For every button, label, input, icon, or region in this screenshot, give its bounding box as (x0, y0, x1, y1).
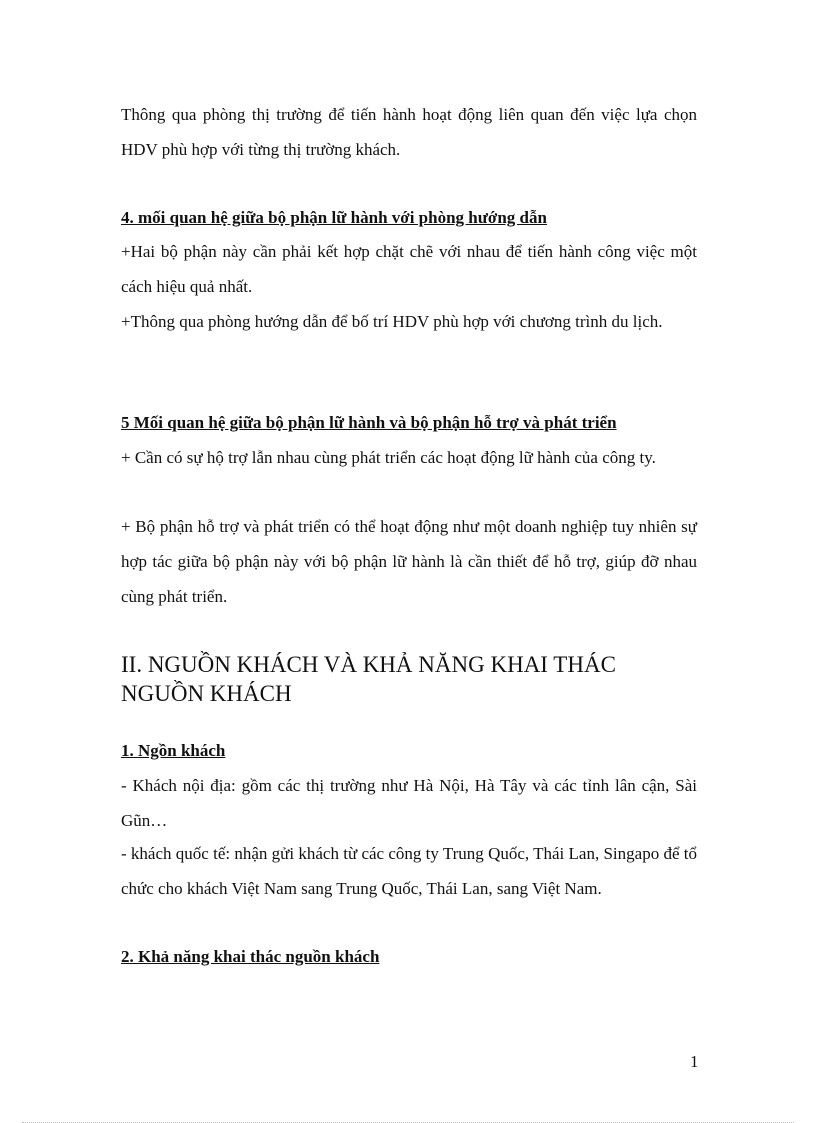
chapter-2-title-line-2: NGUỒN KHÁCH (121, 681, 292, 706)
section-5-paragraph-2: + Bộ phận hỗ trợ và phát triển có thể hoạt động như một doanh nghiệp tuy nhiên sự hợp tác giữa bộ phận này với bộ phận lữ hành là cần thiết để hỗ trợ, giúp đỡ nhau cùng phát triển. (121, 517, 697, 606)
section-4-heading: 4. mối quan hệ giữa bộ phận lữ hành với phòng hướng dẫn (121, 208, 547, 227)
chapter-2-title-line-1: II. NGUỒN KHÁCH VÀ KHẢ NĂNG KHAI THÁC (121, 652, 616, 677)
subsection-1-heading: 1. Ngồn khách (121, 741, 226, 760)
section-5-paragraph-1: + Cần có sự hộ trợ lẫn nhau cùng phát triển các hoạt động lữ hành của công ty. (121, 448, 656, 467)
intro-paragraph: Thông qua phòng thị trường để tiến hành hoạt động liên quan đến việc lựa chọn HDV phù hợp với từng thị trường khách. (121, 105, 697, 159)
page-number: 1 (690, 1052, 699, 1071)
chapter-2-title (121, 650, 721, 708)
subsection-1-paragraph-2: - khách quốc tế: nhận gửi khách từ các công ty Trung Quốc, Thái Lan, Singapo để tổ chức cho khách Việt Nam sang Trung Quốc, Thái Lan, sang Việt Nam. (121, 844, 697, 898)
subsection-1-paragraph-1: - Khách nội địa: gồm các thị trường như Hà Nội, Hà Tây và các tỉnh lân cận, Sài Gũn… (121, 776, 697, 830)
subsection-2-heading: 2. Khả năng khai thác nguồn khách (121, 947, 380, 966)
section-4-paragraph-2: +Thông qua phòng hướng dẫn để bố trí HDV phù hợp với chương trình du lịch. (121, 312, 663, 331)
section-5-heading: 5 Mối quan hệ giữa bộ phận lữ hành và bộ phận hỗ trợ và phát triển (121, 413, 617, 432)
section-4-paragraph-1: +Hai bộ phận này cần phải kết hợp chặt chẽ với nhau để tiến hành công việc một cách hiệu quả nhất. (121, 242, 697, 296)
